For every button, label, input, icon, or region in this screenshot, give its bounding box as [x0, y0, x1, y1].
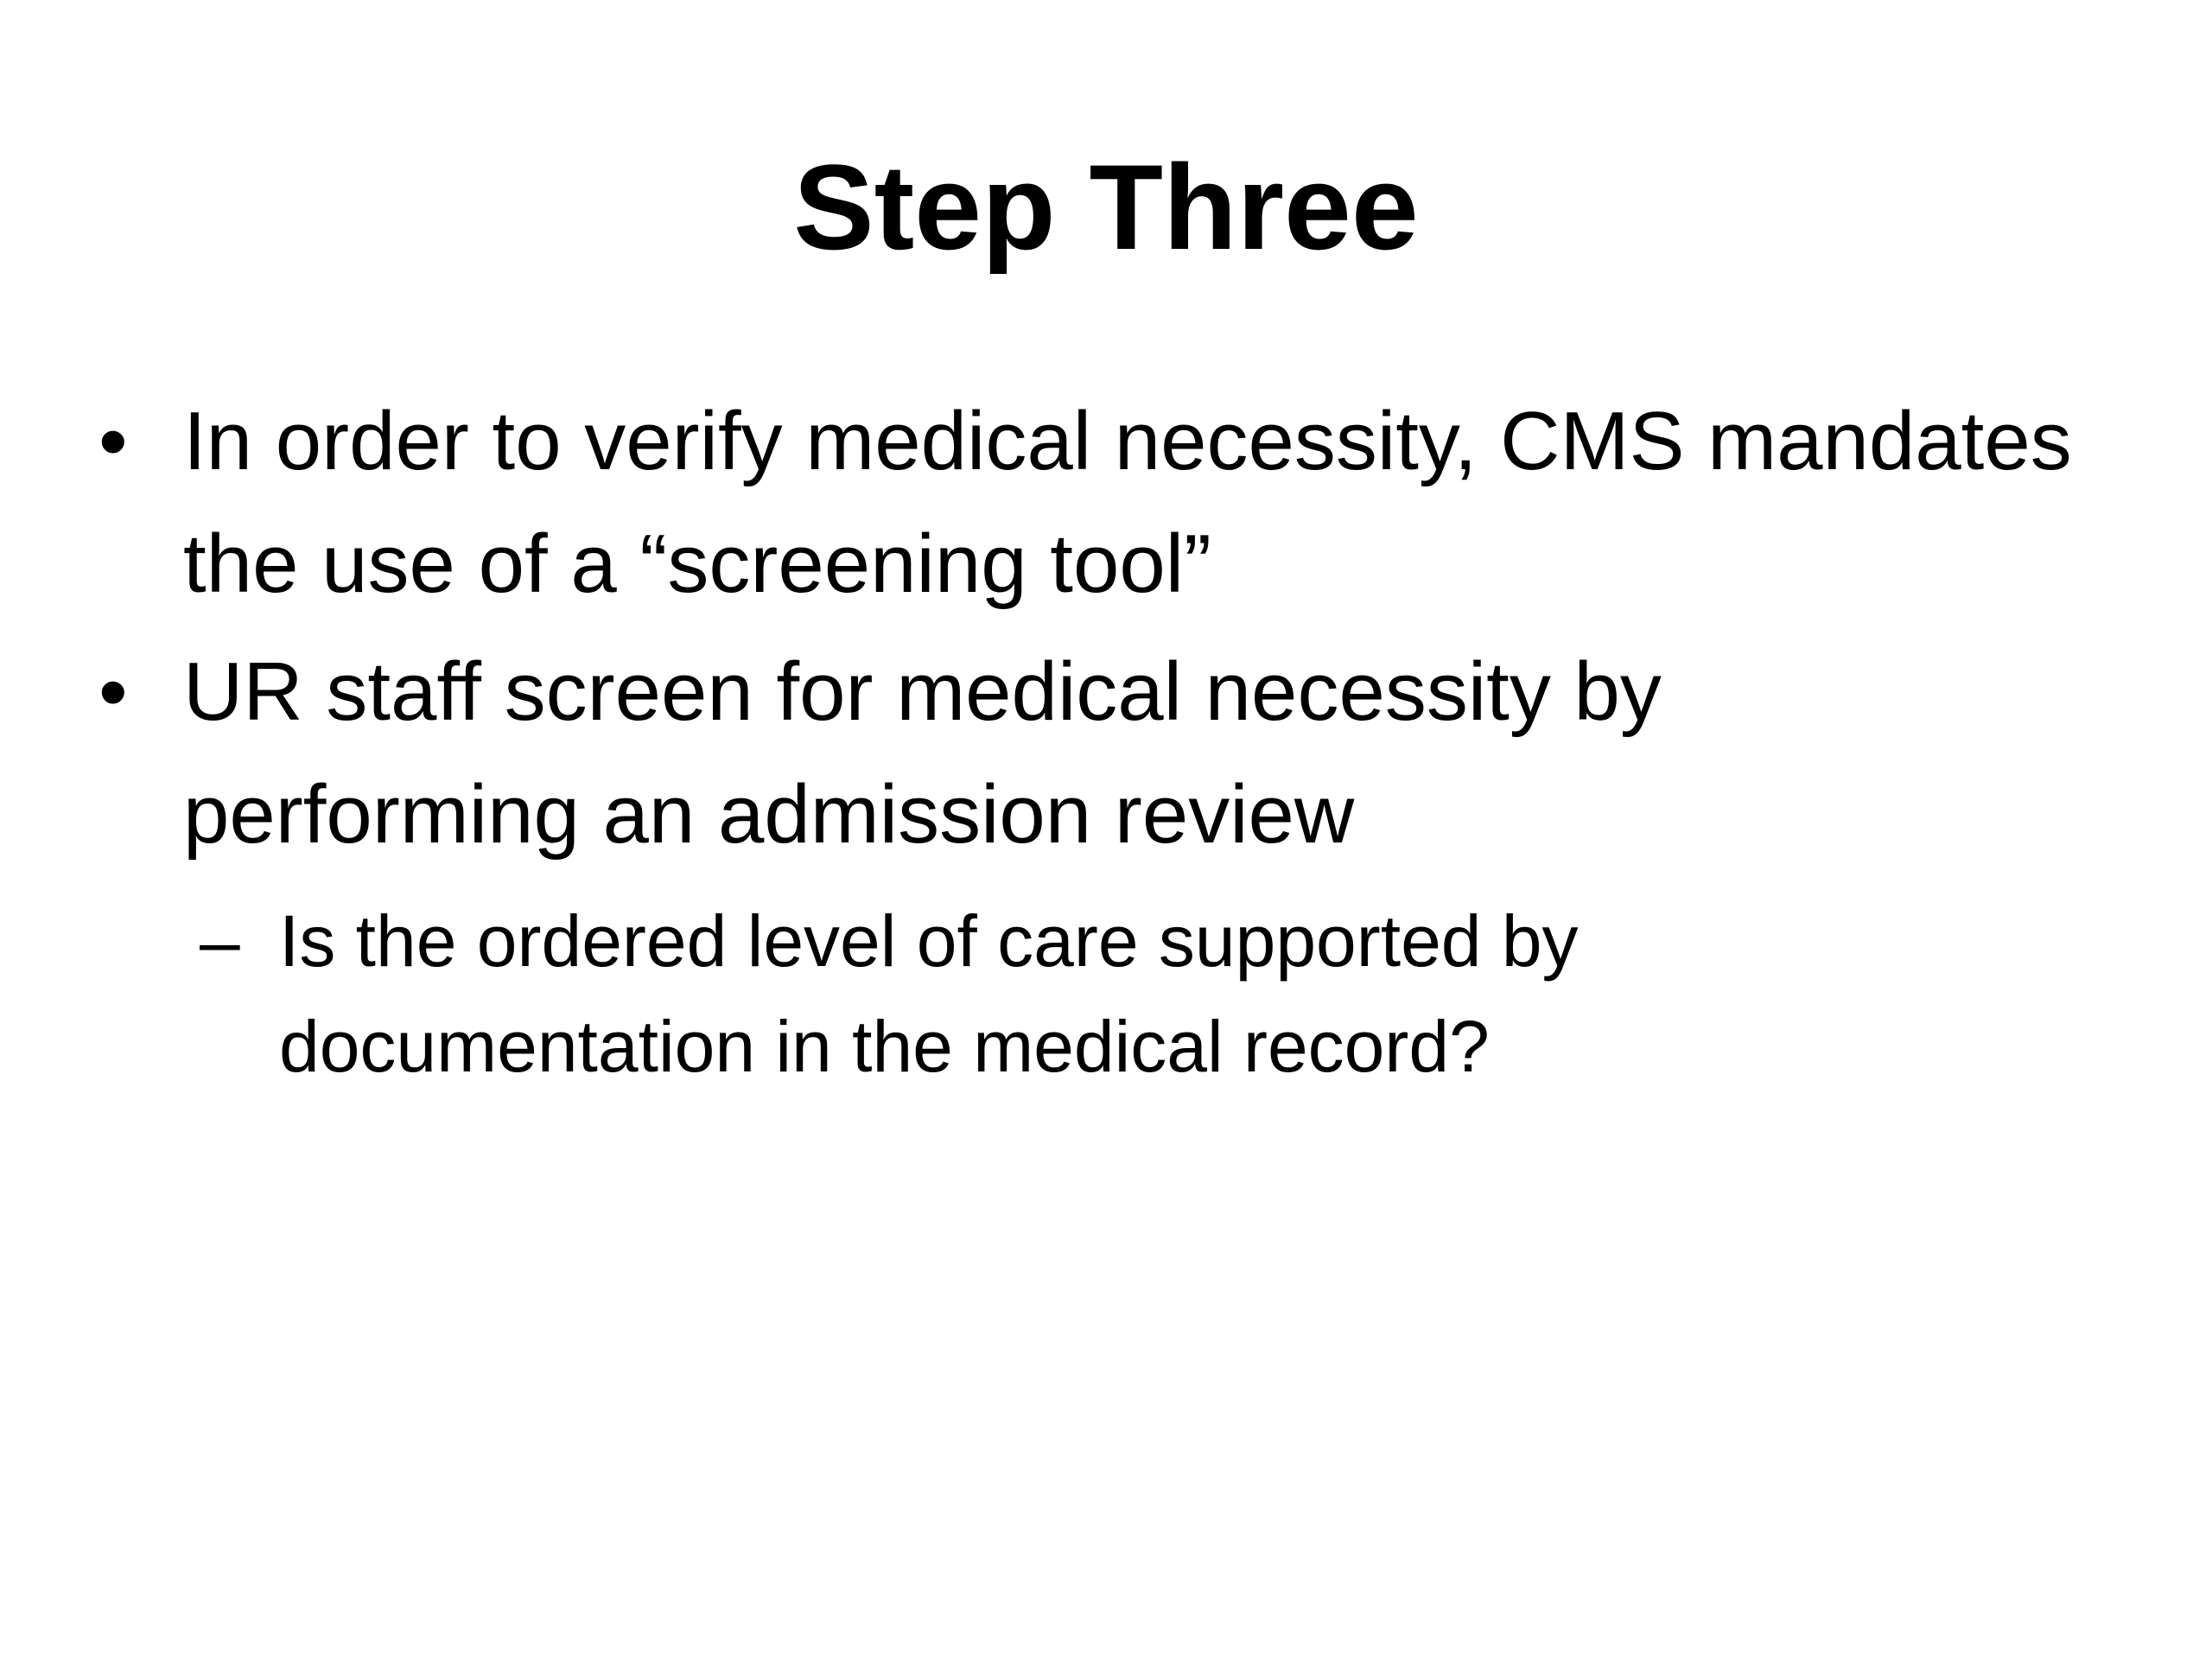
bullet-text: In order to verify medical necessity, CMS mandates the use of a “screening tool”: [183, 395, 2072, 610]
sub-bullet-marker: –: [200, 900, 240, 982]
slide-title: Step Three: [793, 139, 1419, 275]
bullet-item: [86, 631, 2074, 876]
sub-bullet-item: [200, 888, 2074, 1099]
bullet-marker: •: [99, 395, 128, 487]
bullet-item: [86, 380, 2074, 626]
slide-body: [86, 380, 2074, 1099]
bullet-marker: •: [99, 645, 128, 738]
sub-bullet-text: Is the ordered level of care supported by documentation in the medical record?: [279, 900, 1579, 1087]
bullet-text: UR staff screen for medical necessity by performing an admission review: [183, 645, 1662, 861]
